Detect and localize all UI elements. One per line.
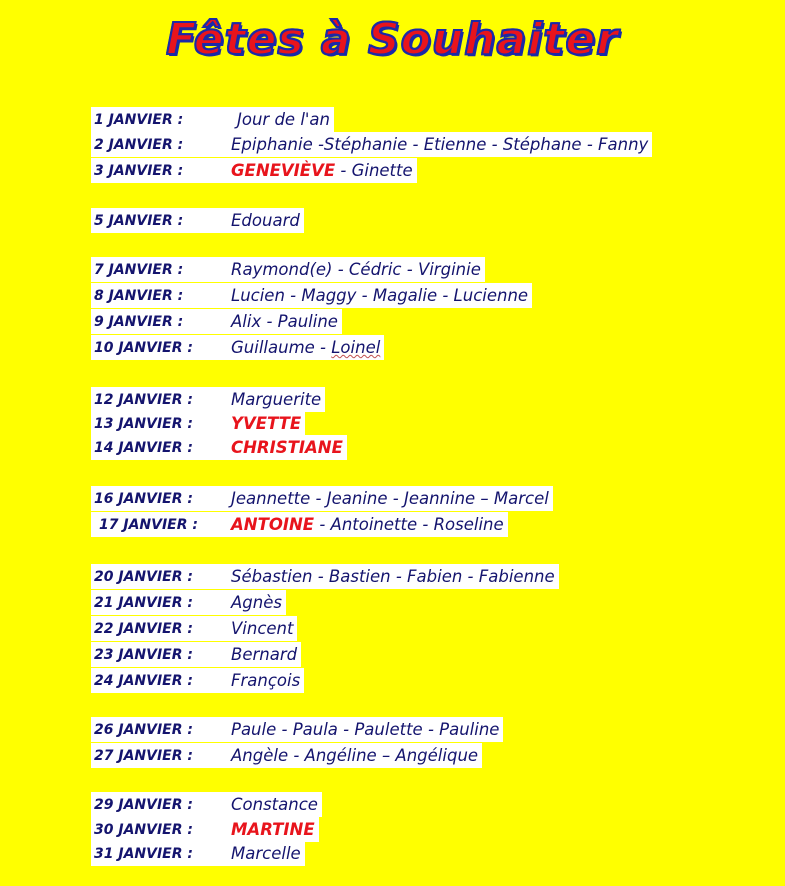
date-label: 12 JANVIER :	[94, 391, 193, 408]
names-text: GENEVIÈVE - Ginette	[231, 161, 413, 180]
date-label: 8 JANVIER :	[94, 287, 184, 304]
names-text	[231, 438, 347, 457]
highlighted-name: MARTINE	[231, 820, 315, 839]
list-item	[91, 208, 304, 233]
date-label: 3 JANVIER :	[94, 162, 184, 179]
date-label: 5 JANVIER :	[94, 212, 184, 229]
date-label: 26 JANVIER :	[94, 721, 193, 738]
date-label: 13 JANVIER :	[94, 415, 193, 432]
date-label: 21 JANVIER :	[94, 594, 193, 611]
names-text: Agnès	[231, 593, 282, 612]
names-text: Epiphanie -Stéphanie - Etienne - Stéphane - Fanny	[231, 135, 649, 154]
date-label: 24 JANVIER :	[94, 672, 193, 689]
date-label: 9 JANVIER :	[94, 313, 184, 330]
date-label: 1 JANVIER :	[94, 111, 184, 128]
list-item	[91, 590, 286, 615]
list-item	[91, 841, 305, 866]
list-item	[91, 335, 384, 360]
names-text	[231, 414, 305, 433]
list-item	[91, 387, 325, 412]
names-text: Alix - Pauline	[231, 312, 338, 331]
list-item	[91, 743, 482, 768]
list-item	[91, 158, 417, 183]
names-text: Edouard	[231, 211, 300, 230]
names-text	[231, 820, 319, 839]
highlighted-name: ANTOINE	[231, 515, 315, 534]
list-item	[91, 486, 553, 511]
list-item	[91, 257, 485, 282]
highlighted-name: CHRISTIANE	[231, 438, 343, 457]
names-text: Jeannette - Jeanine - Jeannine – Marcel	[231, 489, 549, 508]
names-text: François	[231, 671, 301, 690]
date-label: 30 JANVIER :	[94, 821, 193, 838]
highlighted-name: YVETTE	[231, 414, 302, 433]
date-label: 31 JANVIER :	[94, 845, 193, 862]
names-text: Marguerite	[231, 390, 322, 409]
list-item	[91, 309, 342, 334]
names-text: Marcelle	[231, 844, 301, 863]
date-label: 22 JANVIER :	[94, 620, 193, 637]
list-item	[91, 642, 301, 667]
names-text: Raymond(e) - Cédric - Virginie	[231, 260, 481, 279]
names-text: Lucien - Maggy - Magalie - Lucienne	[231, 286, 529, 305]
list-item	[91, 792, 322, 817]
date-label: 10 JANVIER :	[94, 339, 193, 356]
list-item	[91, 283, 532, 308]
page-title: Fêtes à Souhaiter	[166, 14, 619, 65]
names-text: Constance	[231, 795, 318, 814]
list-item	[91, 668, 304, 693]
date-label: 16 JANVIER :	[94, 490, 193, 507]
list-item	[91, 564, 559, 589]
date-label: 7 JANVIER :	[94, 261, 184, 278]
list-item	[91, 512, 508, 537]
list-item	[91, 132, 652, 157]
names-text: Angèle - Angéline – Angélique	[231, 746, 479, 765]
names-text: Jour de l'an	[237, 110, 331, 129]
list-item	[91, 817, 319, 842]
list-item	[91, 411, 305, 436]
names-text: ANTOINE - Antoinette - Roseline	[231, 515, 504, 534]
list-item	[91, 435, 347, 460]
names-text: Guillaume - Loinel	[231, 338, 381, 357]
date-label: 20 JANVIER :	[94, 568, 193, 585]
names-text: Vincent	[231, 619, 294, 638]
list-item	[91, 616, 297, 641]
date-label: 23 JANVIER :	[94, 646, 193, 663]
highlighted-name: GENEVIÈVE	[231, 161, 336, 180]
names-text: Bernard	[231, 645, 298, 664]
list-item	[91, 717, 503, 742]
list-item	[91, 107, 334, 132]
names-text: Paule - Paula - Paulette - Pauline	[231, 720, 500, 739]
date-label: 14 JANVIER :	[94, 439, 193, 456]
date-label: 17 JANVIER :	[99, 516, 198, 533]
date-label: 29 JANVIER :	[94, 796, 193, 813]
names-text: Sébastien - Bastien - Fabien - Fabienne	[231, 567, 555, 586]
date-label: 27 JANVIER :	[94, 747, 193, 764]
date-label: 2 JANVIER :	[94, 136, 184, 153]
